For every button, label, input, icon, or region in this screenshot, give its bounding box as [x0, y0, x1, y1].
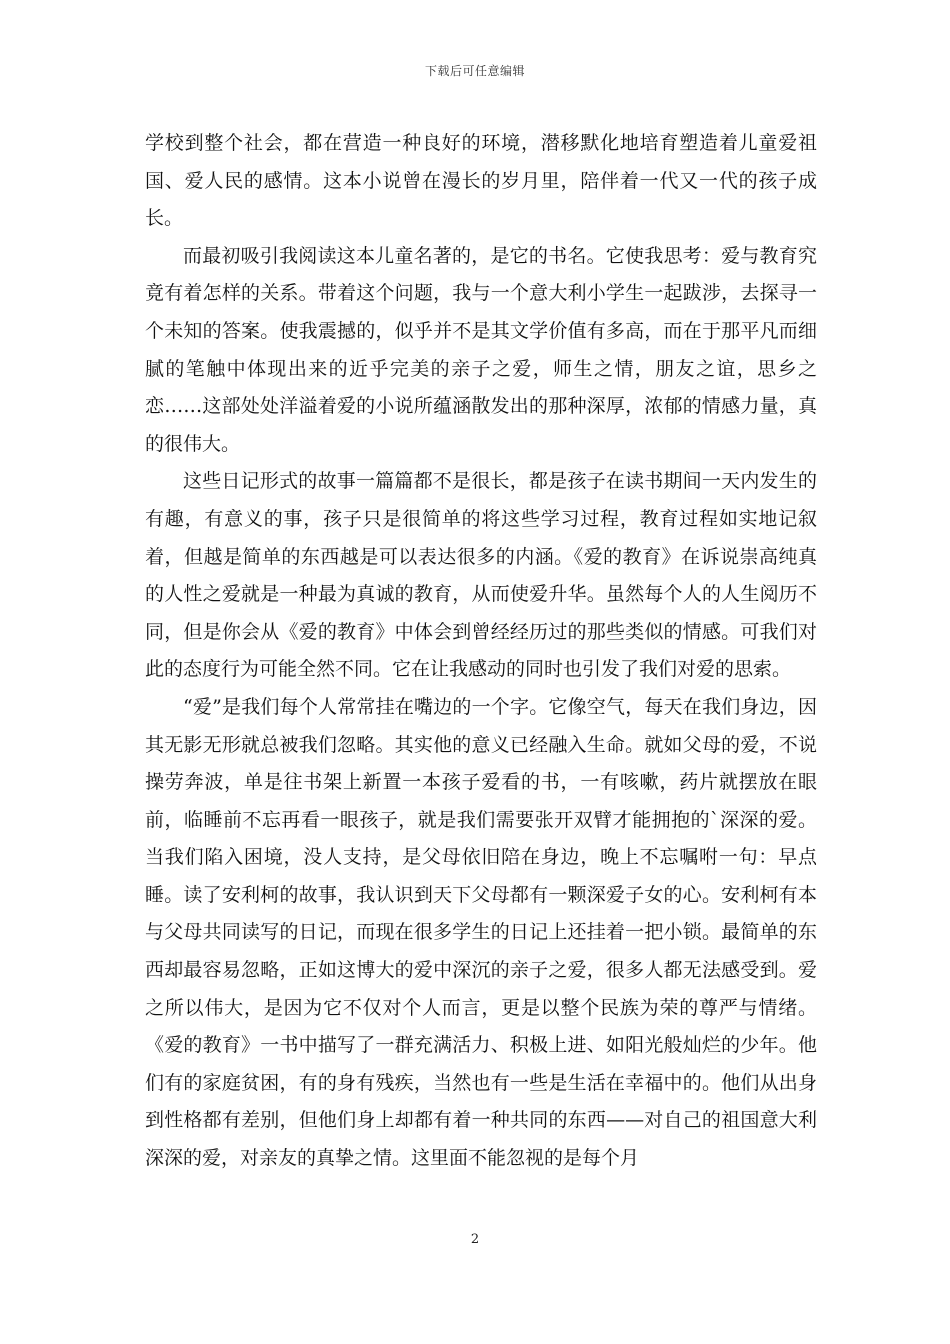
paragraph: 而最初吸引我阅读这本儿童名著的，是它的书名。它使我思考：爱与教育究竟有着怎样的关系。带着这个问题，我与一个意大利小学生一起跋涉，去探寻一个未知的答案。使我震撼的，似乎并不是其文学价值有多高，而在于那平凡而细腻的笔触中体现出来的近乎完美的亲子之爱，师生之情，朋友之谊，思乡之恋……这部处处洋溢着爱的小说所蕴涵散发出的那种深厚，浓郁的情感力量，真的很伟大。: [145, 244, 817, 455]
page-number: 2: [470, 1232, 480, 1247]
paragraph: 这些日记形式的故事一篇篇都不是很长，都是孩子在读书期间一天内发生的有趣，有意义的事，孩子只是很简单的将这些学习过程，教育过程如实地记叙着，但越是简单的东西越是可以表达很多的内涵。《爱的教育》在诉说崇高纯真的人性之爱就是一种最为真诚的教育，从而使爱升华。虽然每个人的人生阅历不同，但是你会从《爱的教育》中体会到曾经经历过的那些类似的情感。可我们对此的态度行为可能全然不同。它在让我感动的同时也引发了我们对爱的思索。: [145, 470, 817, 681]
document-body: [145, 125, 817, 1178]
paragraph-continued: 学校到整个社会，都在营造一种良好的环境，潜移默化地培育塑造着儿童爱祖国、爱人民的感情。这本小说曾在漫长的岁月里，陪伴着一代又一代的孩子成长。: [145, 132, 817, 230]
page-header: 下载后可任意编辑: [424, 64, 525, 78]
paragraph: “爱”是我们每个人常常挂在嘴边的一个字。它像空气，每天在我们身边，因其无影无形就总被我们忽略。其实他的意义已经融入生命。就如父母的爱，不说操劳奔波，单是往书架上新置一本孩子爱看的书，一有咳嗽，药片就摆放在眼前，临睡前不忘再看一眼孩子，就是我们需要张开双臂才能拥抱的`深深的爱。当我们陷入困境，没人支持，是父母依旧陪在身边，晚上不忘嘱咐一句：早点睡。读了安利柯的故事，我认识到天下父母都有一颗深爱子女的心。安利柯有本与父母共同读写的日记，而现在很多学生的日记上还挂着一把小锁。最简单的东西却最容易忽略，正如这博大的爱中深沉的亲子之爱，很多人都无法感受到。爱之所以伟大，是因为它不仅对个人而言，更是以整个民族为荣的尊严与情绪。《爱的教育》一书中描写了一群充满活力、积极上进、如阳光般灿烂的少年。他们有的家庭贫困，有的身有残疾，当然也有一些是生活在幸福中的。他们从出身到性格都有差别，但他们身上却都有着一种共同的东西——对自己的祖国意大利深深的爱，对亲友的真挚之情。这里面不能忽视的是每个月: [145, 695, 817, 1170]
